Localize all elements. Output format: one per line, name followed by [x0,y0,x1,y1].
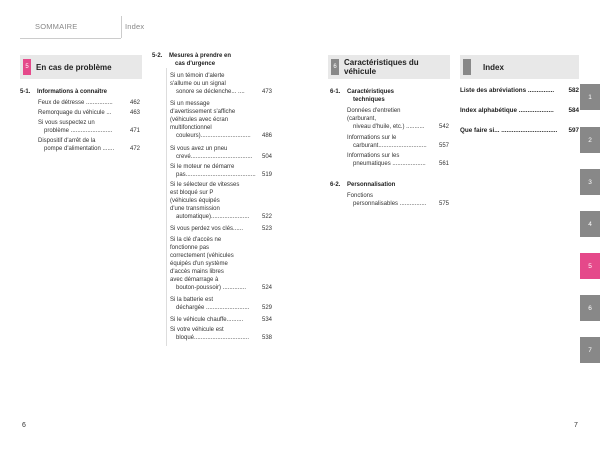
entry-label: Si vous perdez vos clés...... [170,226,244,232]
entry-label-cont: pompe d'alimentation ....... [44,146,115,152]
entry-label-cont: bouton-poussoir) .............. [176,285,247,291]
entry-page: 522 [261,214,272,220]
entry-label: Remorquage du véhicule ... [38,110,112,116]
entry-page: 534 [261,317,272,323]
section-5-title: En cas de problème [36,62,112,72]
entry-label-cont: personnalisables ................ [353,201,427,207]
entry-label-cont: problème ......................... [44,128,113,134]
top-separator [121,16,122,38]
entry-pneu-creve[interactable] [170,145,272,161]
entry-remorquage[interactable] [38,109,140,117]
entry-label-cont: pneumatiques .................... [353,161,426,167]
column-ruler [166,68,167,346]
subsection-number: 5-1. [20,89,31,95]
entry-page: 584 [568,107,579,114]
entry-donnees-entretien[interactable] [347,107,449,131]
subsection-title: Mesures à prendre en [169,53,232,59]
entry-page: 557 [438,143,449,149]
entry-page: 597 [568,127,579,134]
entry-page: 486 [261,133,272,139]
page-number-right: 7 [574,422,578,429]
entry-temoin-alerte[interactable] [170,72,272,96]
entry-page: 542 [438,124,449,130]
entry-label-cont: déchargée .......................... [176,305,250,311]
entry-index-alphabetique[interactable] [460,107,579,115]
entry-page: 504 [261,154,272,160]
section-6-header[interactable] [328,55,450,79]
entry-pompe-alimentation[interactable] [38,137,140,153]
entry-page: 519 [261,172,272,178]
section-5-number: 5 [23,59,31,75]
entry-label: Si le moteur ne démarre [170,164,235,170]
entry-page: 529 [261,305,272,311]
subsection-title-cont: cas d'urgence [175,61,216,67]
entry-label-cont: automatique)....................... [176,214,250,220]
entry-label: Si votre véhicule est [170,327,224,333]
entry-label: Si la batterie est [170,297,214,303]
entry-fonctions-personnalisables[interactable] [347,192,449,208]
entry-carburant[interactable] [347,134,449,150]
entry-label: Fonctions [347,193,374,199]
entry-label-cont: couleurs).............................. [176,133,251,139]
tab-5[interactable]: 5 [580,253,600,279]
entry-label-cont: sonore se déclenche... .... [176,89,245,95]
subsection-title: Caractéristiques [347,89,395,95]
entry-page: 582 [568,87,579,94]
subsection-title: Personnalisation [347,182,396,188]
entry-page: 471 [129,128,140,134]
subsection-number: 6-1. [330,89,341,95]
page-number-left: 6 [22,422,26,429]
entry-label: Si un message d'avertissement s'affiche (véhicules avec écran multifonctionnel [170,101,236,131]
entry-label: Feux de détresse ................ [38,100,113,106]
subsection-number: 5-2. [152,53,163,59]
entry-pneumatiques[interactable] [347,152,449,168]
entry-page: 538 [261,335,272,341]
entry-selecteur-vitesses[interactable] [170,181,272,221]
entry-moteur-demarre[interactable] [170,163,272,179]
entry-label-cont: niveau d'huile, etc.) ........... [353,124,425,130]
subsection-title: Informations à connaître [37,89,108,95]
tab-4[interactable]: 4 [580,211,600,237]
entry-page: 463 [129,110,140,116]
entry-suspectez-probleme[interactable] [38,119,140,135]
entry-perdez-cles[interactable] [170,225,272,233]
entry-page: 561 [438,161,449,167]
entry-label: Si vous avez un pneu [170,146,228,152]
sommaire-link[interactable]: SOMMAIRE [35,22,78,31]
tab-3[interactable]: 3 [580,169,600,195]
section-6-title-wrap [339,58,419,76]
tab-7[interactable]: 7 [580,337,600,363]
entry-label: Si le véhicule chauffe.......... [170,317,244,323]
entry-vehicule-bloque[interactable] [170,326,272,342]
index-header[interactable] [460,55,579,79]
section-6-title: Caractéristiques du [344,58,419,67]
entry-page: 462 [129,100,140,106]
entry-cle-acces[interactable] [170,236,272,292]
entry-batterie[interactable] [170,296,272,312]
entry-que-faire-si[interactable] [460,127,579,135]
entry-page: 524 [261,285,272,291]
index-marker [463,59,471,75]
entry-label: Si la clé d'accès ne fonctionne pas correctement (véhicules équipés d'un système d'accès mains libres avec démarrage à [170,237,234,283]
index-link[interactable]: Index [125,22,145,31]
entry-label-cont: pas.......................................... [176,172,256,178]
entry-label: Informations sur le [347,135,397,141]
entry-vehicule-chauffe[interactable] [170,316,272,324]
section-6-number: 6 [331,59,339,75]
entry-label-cont: bloqué................................. [176,335,250,341]
entry-page: 575 [438,201,449,207]
section-5-header[interactable] [20,55,142,79]
entry-label: Données d'entretien (carburant, [347,108,401,122]
entry-label: Dispositif d'arrêt de la [38,138,96,144]
index-title: Index [483,62,504,72]
entry-page: 472 [129,146,140,152]
entry-label: Si vous suspectez un [38,120,95,126]
entry-liste-abreviations[interactable] [460,87,579,95]
subsection-title-cont: techniques [353,97,385,103]
entry-label: Informations sur les [347,153,400,159]
entry-label: Liste des abréviations ............... [460,87,555,94]
entry-label: Si le sélecteur de vitesses est bloqué sur P (véhicules équipés d'une transmission [170,182,240,212]
tab-2[interactable]: 2 [580,127,600,153]
entry-label: Index alphabétique .................... [460,107,554,114]
tab-6[interactable]: 6 [580,295,600,321]
entry-feux-detresse[interactable] [38,99,140,107]
section-6-title-cont: véhicule [344,67,377,76]
entry-message-avertissement[interactable] [170,100,272,140]
subsection-number: 6-2. [330,182,341,188]
entry-label-cont: carburant............................. [353,143,427,149]
entry-page: 523 [261,226,272,232]
entry-label: Que faire si... ................................ [460,127,558,134]
entry-label-cont: crevé..................................... [176,154,253,160]
entry-page: 473 [261,89,272,95]
tab-1[interactable]: 1 [580,84,600,110]
entry-label: Si un témoin d'alerte s'allume ou un signal [170,73,226,87]
top-rule [20,38,121,39]
